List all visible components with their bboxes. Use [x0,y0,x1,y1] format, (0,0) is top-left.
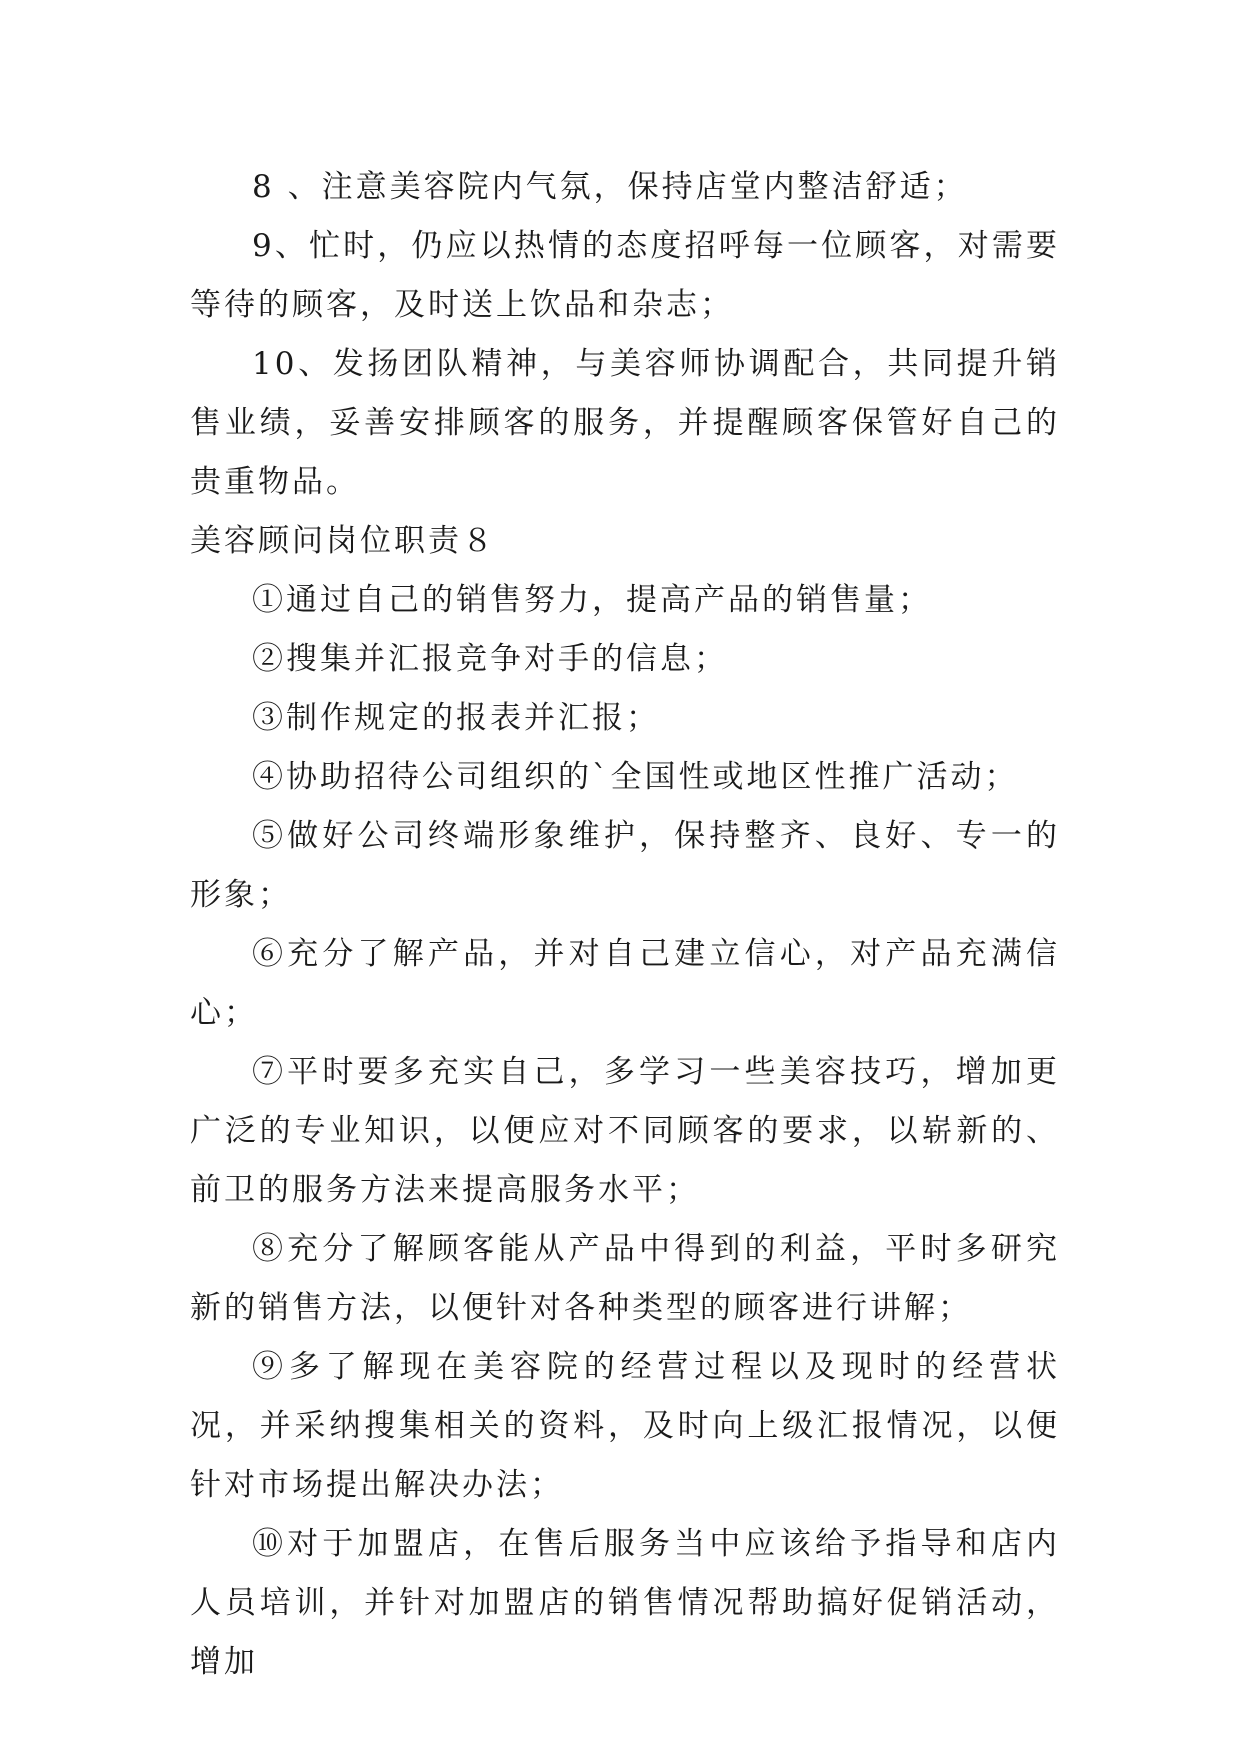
duty-item-8: ⑧充分了解顾客能从产品中得到的利益，平时多研究新的销售方法，以便针对各种类型的顾客进行讲解； [190,1231,1060,1326]
duty-item-4: ④协助招待公司组织的`全国性或地区性推广活动； [252,759,1019,795]
duty-item-10: ⑩对于加盟店，在售后服务当中应该给予指导和店内人员培训，并针对加盟店的销售情况帮助搞好促销活动，增加 [190,1526,1060,1680]
paragraph-item-8: 8 、注意美容院内气氛，保持店堂内整洁舒适； [252,169,968,205]
paragraph-item-10: 10、发扬团队精神，与美容师协调配合，共同提升销售业绩，妥善安排顾客的服务，并提醒顾客保管好自己的贵重物品。 [190,346,1060,500]
duty-item-6: ⑥充分了解产品，并对自己建立信心，对产品充满信心； [190,936,1060,1031]
duty-item-5: ⑤做好公司终端形象维护，保持整齐、良好、专一的形象； [190,818,1060,913]
duty-item-9: ⑨多了解现在美容院的经营过程以及现时的经营状况，并采纳搜集相关的资料，及时向上级汇报情况，以便针对市场提出解决办法； [190,1349,1060,1503]
duty-item-2: ②搜集并汇报竞争对手的信息； [252,641,728,677]
section-heading: 美容顾问岗位职责８ [190,523,496,559]
duty-item-1: ①通过自己的销售努力，提高产品的销售量； [252,582,932,618]
paragraph-item-9: 9、忙时，仍应以热情的态度招呼每一位顾客，对需要等待的顾客，及时送上饮品和杂志； [190,228,1060,323]
duty-item-3: ③制作规定的报表并汇报； [252,700,660,736]
document-body [190,158,1060,1692]
duty-item-7: ⑦平时要多充实自己，多学习一些美容技巧，增加更广泛的专业知识，以便应对不同顾客的要求，以崭新的、前卫的服务方法来提高服务水平； [190,1054,1060,1208]
